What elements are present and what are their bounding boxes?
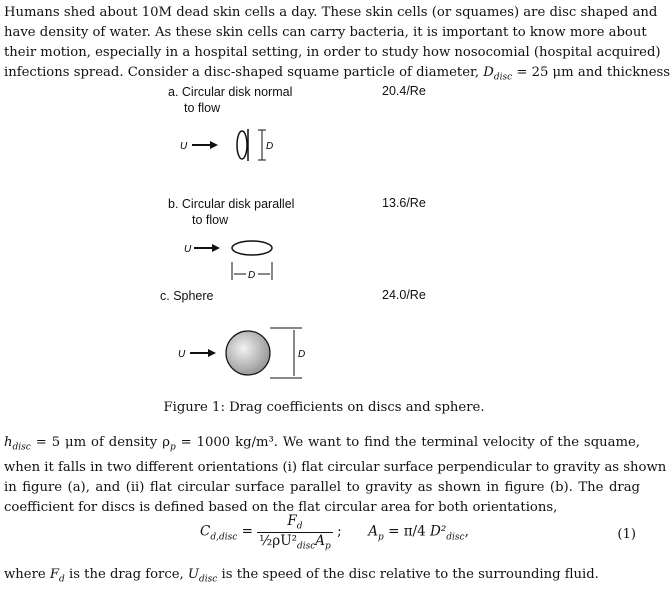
drag-fraction: $\frac{F_d}{\frac{1}{2}\rho U^2_{disc}A_p}$ xyxy=(259,513,331,552)
intro-line-3: their motion, especially in a hospital setting, in order to study how nosocomial (hospital acquired) xyxy=(4,45,661,60)
figure-c-label: c. Sphere xyxy=(160,289,214,303)
intro-line-4: infections spread. Consider a disc-shaped squame particle of diameter, $D_{disc} = 25$ μm and thickness xyxy=(4,65,670,83)
figure-a-diagram xyxy=(170,118,310,178)
figure-c-diagram xyxy=(170,320,330,390)
figure-a-label: a. Circular disk normal to flow xyxy=(168,85,293,115)
svg-text:U: U xyxy=(178,349,186,360)
svg-text:U: U xyxy=(184,244,192,255)
body-line-2: when it falls in two different orientations (i) flat circular surface perpendicular to gravity as shown xyxy=(4,459,667,475)
figure-c-value: 24.0/Re xyxy=(382,288,426,302)
body-line-4: coefficient for discs is defined based on the flat circular area for both orientations, xyxy=(4,499,558,515)
disk-parallel xyxy=(232,241,272,255)
intro-paragraph xyxy=(4,3,670,88)
figure-b-diagram xyxy=(170,236,310,286)
d-label-a: D xyxy=(266,141,274,152)
footer-line: where $F_d$ is the drag force, $U_{disc}$ is the speed of the disc relative to the surrounding fluid. xyxy=(4,567,599,585)
intro-line-2: have density of water. As these skin cells can carry bacteria, it is important to know more about xyxy=(4,25,647,40)
body-line-1: $h_{disc} = 5$ μm of density $\rho_p = 1000$ kg/m³. We want to find the terminal velocity of the squame, xyxy=(4,435,640,453)
intro-line-1: Humans shed about 10M dead skin cells a day. These skin cells (or squames) are disc shaped and xyxy=(4,5,658,20)
sphere xyxy=(226,331,270,375)
equation-number: (1) xyxy=(617,527,636,542)
body-paragraph xyxy=(4,433,667,518)
svg-text:D: D xyxy=(298,349,306,360)
flow-arrow-head-a xyxy=(210,141,218,149)
figure-caption: Figure 1: Drag coefficients on discs and sphere. xyxy=(163,400,485,415)
body-line-3: in figure (a), and (ii) flat circular surface parallel to gravity as shown in figure (b). The drag xyxy=(4,479,640,495)
svg-text:D: D xyxy=(248,270,256,281)
figure-b-value: 13.6/Re xyxy=(382,196,426,210)
figure-b-label: b. Circular disk parallel to flow xyxy=(168,197,295,227)
disk-normal xyxy=(237,131,247,159)
u-label-a: U xyxy=(180,141,188,152)
figure-a-value: 20.4/Re xyxy=(382,84,426,98)
drag-equation: $C_{d,disc}$ = $\frac{F_d}{\frac{1}{2}\rho U^2_{disc}A_p}$ ; $A_p = \pi/4$ $D^2_{disc}$, xyxy=(200,513,469,552)
